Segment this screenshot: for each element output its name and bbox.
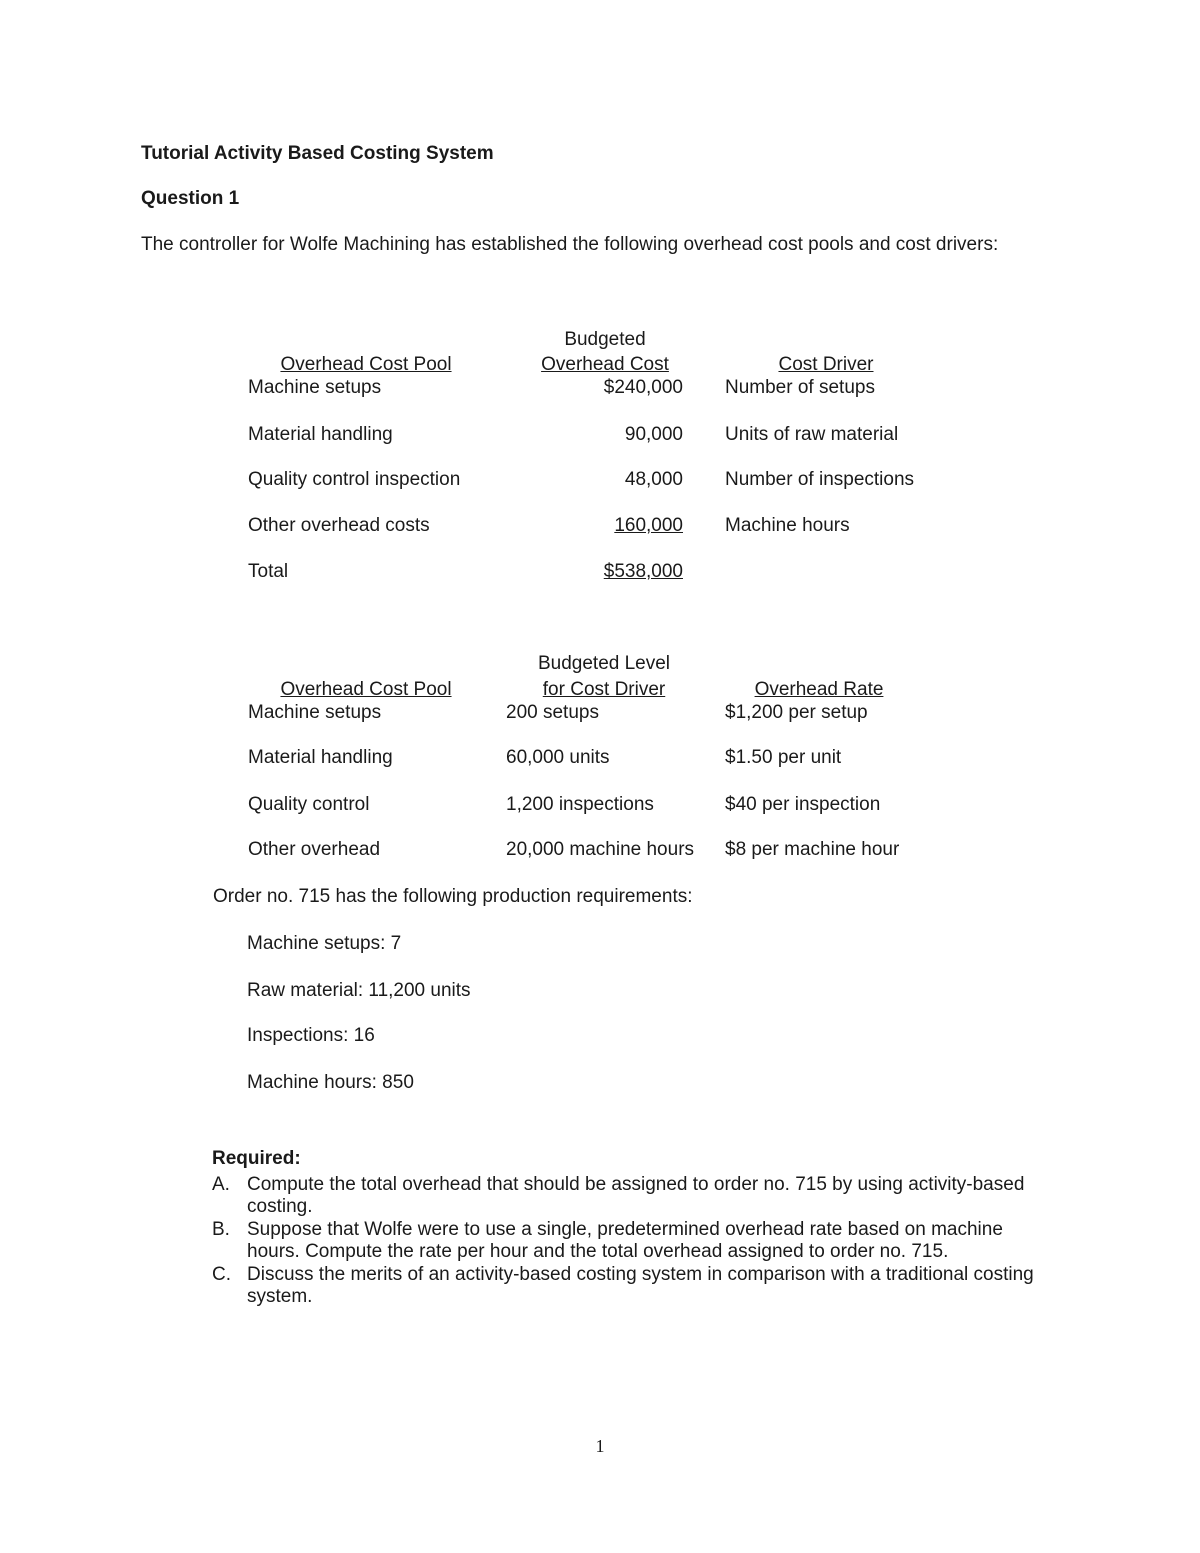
table2-level-cell: 60,000 units bbox=[506, 747, 610, 768]
table2-header-level: for Cost Driver bbox=[542, 679, 666, 700]
table1-pool-cell: Machine setups bbox=[248, 377, 382, 398]
table2-level-cell: 1,200 inspections bbox=[506, 794, 654, 815]
table2-level-cell: 20,000 machine hours bbox=[506, 839, 695, 860]
table1-pool-cell: Material handling bbox=[248, 424, 393, 445]
table1-total-value: $538,000 bbox=[603, 561, 683, 582]
table1-cost-cell: 48,000 bbox=[624, 469, 683, 490]
table2-pool-cell: Other overhead bbox=[248, 839, 381, 860]
table1-cost-cell bbox=[520, 516, 683, 535]
table2-header-top: Budgeted Level bbox=[537, 653, 671, 674]
task-text: Compute the total overhead that should be assigned to order no. 715 by using activity-based bbox=[247, 1174, 1025, 1195]
table1-header-cost: Overhead Cost bbox=[541, 354, 669, 375]
table2-rate-cell: $1,200 per setup bbox=[725, 702, 868, 723]
task-text: Suppose that Wolfe were to use a single, predetermined overhead rate based on machine bbox=[247, 1219, 1003, 1240]
document-title: Tutorial Activity Based Costing System bbox=[141, 143, 494, 164]
list-item: Machine hours: 850 bbox=[247, 1072, 414, 1093]
table2-pool-cell: Machine setups bbox=[248, 702, 382, 723]
task-letter: A. bbox=[212, 1174, 230, 1195]
table1-header-pool: Overhead Cost Pool bbox=[280, 354, 452, 375]
table1-driver-cell: Machine hours bbox=[725, 515, 850, 536]
table1-cost-cell: $240,000 bbox=[603, 377, 683, 398]
task-letter: B. bbox=[212, 1219, 230, 1240]
table2-rate-cell: $40 per inspection bbox=[725, 794, 881, 815]
table1-header-top: Budgeted bbox=[564, 329, 646, 350]
list-item: Raw material: 11,200 units bbox=[247, 980, 471, 1001]
table1-driver-cell: Units of raw material bbox=[725, 424, 899, 445]
task-text: costing. bbox=[247, 1196, 313, 1217]
table1-pool-cell: Quality control inspection bbox=[248, 469, 461, 490]
table1-driver-cell: Number of inspections bbox=[725, 469, 915, 490]
table1-total-cell bbox=[520, 562, 683, 581]
table1-driver-cell: Number of setups bbox=[725, 377, 875, 398]
table1-pool-cell: Other overhead costs bbox=[248, 515, 430, 536]
table2-pool-cell: Material handling bbox=[248, 747, 393, 768]
task-text: hours. Compute the rate per hour and the total overhead assigned to order no. 715. bbox=[247, 1241, 949, 1262]
task-text: Discuss the merits of an activity-based costing system in comparison with a traditional costing bbox=[247, 1264, 1034, 1285]
required-heading: Required: bbox=[212, 1148, 301, 1169]
table2-rate-cell: $8 per machine hour bbox=[725, 839, 900, 860]
table1-cost-value: 160,000 bbox=[614, 515, 683, 536]
task-letter: C. bbox=[212, 1264, 231, 1285]
table2-rate-cell: $1.50 per unit bbox=[725, 747, 842, 768]
table2-level-cell: 200 setups bbox=[506, 702, 599, 723]
page-number: 1 bbox=[595, 1436, 605, 1456]
table2-header-rate: Overhead Rate bbox=[754, 679, 884, 700]
list-item: Inspections: 16 bbox=[247, 1025, 375, 1046]
intro-paragraph: The controller for Wolfe Machining has established the following overhead cost pools and cost drivers: bbox=[141, 234, 999, 255]
table1-total-label: Total bbox=[248, 561, 289, 582]
order-intro: Order no. 715 has the following production requirements: bbox=[213, 886, 693, 907]
table1-header-driver: Cost Driver bbox=[778, 354, 874, 375]
list-item: Machine setups: 7 bbox=[247, 933, 402, 954]
task-text: system. bbox=[247, 1286, 313, 1307]
table2-pool-cell: Quality control bbox=[248, 794, 370, 815]
table2-header-pool: Overhead Cost Pool bbox=[280, 679, 452, 700]
question-heading: Question 1 bbox=[141, 188, 240, 209]
table1-cost-cell: 90,000 bbox=[624, 424, 683, 445]
